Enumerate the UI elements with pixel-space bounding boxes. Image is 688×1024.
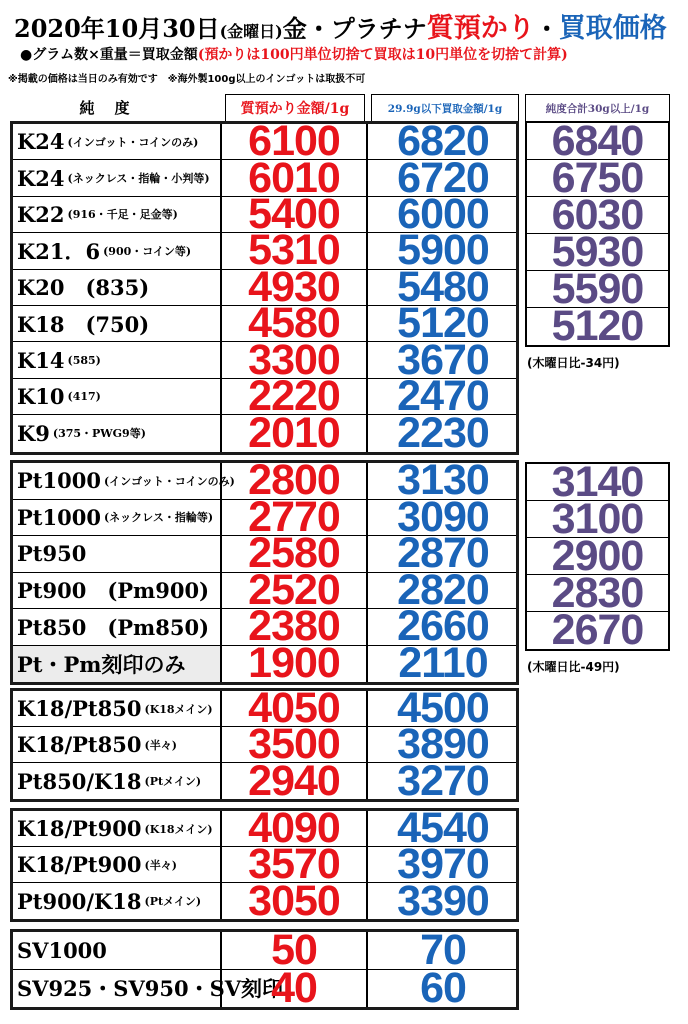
buy-price: 3390 (397, 876, 489, 925)
purity-label: K18 (750) (17, 311, 150, 337)
pure-platinum-box (525, 457, 670, 654)
pure-price: 3140 (527, 464, 668, 501)
pawn-price: 2220 (222, 379, 368, 414)
pure-price: 5930 (527, 234, 668, 271)
purity-note: (585) (67, 353, 101, 367)
pure-price: 6840 (527, 123, 668, 160)
pure-price: 2830 (527, 575, 668, 612)
buy-price: 2820 (397, 565, 489, 614)
pure-price: 6750 (527, 160, 668, 197)
buy-price: 3670 (397, 335, 489, 384)
purity-cell (13, 932, 222, 969)
buy-price: 2110 (398, 639, 488, 688)
buy-price: 2230 (397, 408, 489, 457)
price-section (10, 804, 519, 925)
purity-cell (13, 415, 222, 451)
purity-label: Pt900/K18 (17, 888, 142, 914)
pawn-price: 1900 (222, 646, 368, 683)
purity-cell (13, 233, 222, 268)
title-metals: 金・プラチナ (282, 14, 427, 43)
purity-note: (ネックレス・指輪・小判等) (67, 172, 210, 186)
purity-label: K21．6 (17, 238, 101, 264)
purity-cell (13, 573, 222, 609)
pawn-price: 3300 (222, 342, 368, 377)
purity-cell (13, 124, 222, 159)
purity-label: K10 (17, 383, 65, 409)
purity-cell (13, 160, 222, 195)
price-section (10, 684, 519, 805)
purity-note: (K18メイン) (144, 702, 213, 716)
pawn-price: 2770 (222, 500, 368, 536)
pawn-price: 2940 (222, 763, 368, 799)
header-pawn: 質預かり金額/1g (225, 94, 365, 121)
title-pawn: 質預かり (426, 13, 535, 44)
title-buy: 買取価格 (558, 13, 667, 44)
table-row (13, 756, 516, 805)
purity-cell (13, 306, 222, 341)
buy-price: 2470 (397, 372, 489, 420)
purity-cell (13, 811, 222, 846)
purity-cell (13, 342, 222, 377)
buy-price: 3970 (397, 840, 489, 888)
purity-label: K22 (17, 201, 65, 227)
buy-price: 5120 (397, 299, 489, 348)
validity-note: ※掲載の価格は当日のみ有効です ※海外製100g以上のインゴットは取扱不可 (8, 74, 366, 85)
purity-note: (インゴット・コインのみ) (103, 474, 235, 488)
page-title (14, 6, 684, 44)
pawn-price: 4090 (222, 811, 368, 846)
formula-open: ( (197, 47, 205, 63)
purity-note: (半々) (144, 738, 177, 752)
formula-main: ●グラム数×重量＝買取金額 (20, 47, 198, 63)
pure-price: 3100 (527, 501, 668, 538)
purity-label: Pt1000 (17, 504, 101, 530)
purity-cell (13, 970, 284, 1008)
pawn-price: 50 (222, 932, 368, 969)
buy-price: 6000 (397, 190, 489, 238)
purity-cell (13, 379, 222, 414)
buy-price: 5480 (397, 262, 489, 311)
pawn-price: 4050 (222, 691, 368, 726)
buy-price: 4540 (397, 804, 489, 852)
formula-line (20, 44, 568, 64)
purity-label: K20 (835) (17, 275, 150, 301)
pawn-price: 5400 (222, 197, 368, 232)
buy-price: 2870 (397, 529, 489, 578)
purity-cell (13, 270, 222, 305)
buy-price: 3270 (397, 756, 489, 805)
buy-price: 3890 (397, 720, 489, 768)
purity-label: K24 (17, 165, 65, 191)
price-section (10, 925, 519, 1012)
pawn-price: 5310 (222, 233, 368, 268)
purity-label: K24 (17, 129, 65, 155)
purity-label: Pt・Pm刻印のみ (17, 651, 186, 677)
table-row (13, 876, 516, 925)
pure-price: 2670 (551, 606, 644, 654)
purity-cell (13, 727, 222, 762)
purity-note: (インゴット・コインのみ) (67, 135, 199, 149)
purity-note: (Ptメイン) (144, 895, 202, 908)
purity-label: K14 (17, 347, 65, 373)
purity-cell (13, 536, 222, 572)
purity-cell (13, 883, 222, 919)
pure-platinum-change: (木曜日比-49円) (527, 660, 620, 674)
purity-cell (13, 463, 235, 499)
purity-label: K9 (17, 420, 50, 446)
purity-label: K18/Pt850 (17, 732, 142, 757)
pure-price: 5120 (551, 302, 644, 350)
pawn-price: 4930 (222, 270, 368, 305)
header-buy: 29.9g以下買取金額/1g (371, 94, 519, 121)
purity-label: SV925・SV950・SV刻印 (17, 976, 284, 1002)
buy-price: 60 (420, 963, 466, 1012)
table-row (13, 408, 516, 457)
buy-price: 4500 (397, 684, 489, 732)
purity-cell (13, 763, 222, 799)
pure-price: 5590 (527, 271, 668, 308)
header-purity: 純度 (79, 99, 150, 117)
price-section (10, 117, 519, 457)
pawn-price: 2800 (222, 463, 368, 499)
title-date: 2020年10月30日 (14, 14, 220, 43)
purity-note: (Ptメイン) (144, 775, 202, 788)
purity-label: K18/Pt900 (17, 852, 142, 877)
pawn-price: 3570 (222, 847, 368, 882)
pawn-price: 3500 (222, 727, 368, 762)
pawn-price: 2580 (222, 536, 368, 572)
purity-cell (13, 609, 222, 645)
purity-note: (900・コイン等) (103, 244, 192, 258)
table-row (13, 639, 516, 688)
purity-note: (916・千足・足金等) (67, 208, 178, 222)
pawn-price: 4580 (222, 306, 368, 341)
purity-cell (13, 646, 222, 683)
purity-note: (K18メイン) (144, 822, 213, 836)
pure-price: 2900 (527, 538, 668, 575)
purity-cell (13, 691, 222, 726)
header-pure: 純度合計30g以上/1g (525, 94, 670, 121)
purity-label: SV1000 (17, 937, 107, 963)
pawn-price: 2010 (222, 415, 368, 451)
purity-label: Pt850 (Pm850) (17, 614, 210, 640)
buy-price: 6820 (397, 117, 489, 166)
formula-rule: 預かりは100円単位切捨て買取は10円単位を切捨て計算 (204, 47, 562, 63)
pawn-price: 6010 (222, 160, 368, 195)
title-separator: ・ (534, 14, 559, 43)
purity-cell (13, 197, 222, 232)
purity-label: K18/Pt850 (17, 696, 142, 721)
purity-label: K18/Pt900 (17, 816, 142, 841)
purity-note: (ネックレス・指輪等) (103, 511, 214, 525)
purity-note: (417) (67, 389, 101, 403)
purity-note: (半々) (144, 858, 177, 872)
pure-gold-box (525, 116, 670, 350)
purity-label: Pt900 (Pm900) (17, 578, 210, 604)
pawn-price: 2380 (222, 609, 368, 645)
purity-label: Pt850/K18 (17, 768, 142, 794)
pawn-price: 6100 (222, 124, 368, 159)
title-weekday: (金曜日) (219, 22, 283, 41)
pure-price: 6030 (527, 197, 668, 234)
pawn-price: 2520 (222, 573, 368, 609)
purity-label: Pt950 (17, 541, 87, 567)
price-section (10, 456, 519, 688)
buy-price: 3130 (397, 456, 489, 505)
pawn-price: 40 (222, 970, 368, 1008)
table-row (13, 963, 516, 1012)
purity-label: Pt1000 (17, 468, 101, 494)
buy-price: 5900 (397, 226, 489, 275)
pure-gold-change: (木曜日比-34円) (527, 356, 620, 370)
buy-price: 3090 (397, 492, 489, 541)
buy-price: 6720 (397, 153, 489, 202)
purity-cell (13, 847, 222, 882)
purity-cell (13, 500, 222, 536)
buy-price: 2660 (397, 602, 489, 651)
pawn-price: 3050 (222, 883, 368, 919)
formula-close: ) (561, 47, 568, 63)
buy-price: 70 (420, 925, 466, 974)
purity-note: (375・PWG9等) (52, 427, 146, 441)
